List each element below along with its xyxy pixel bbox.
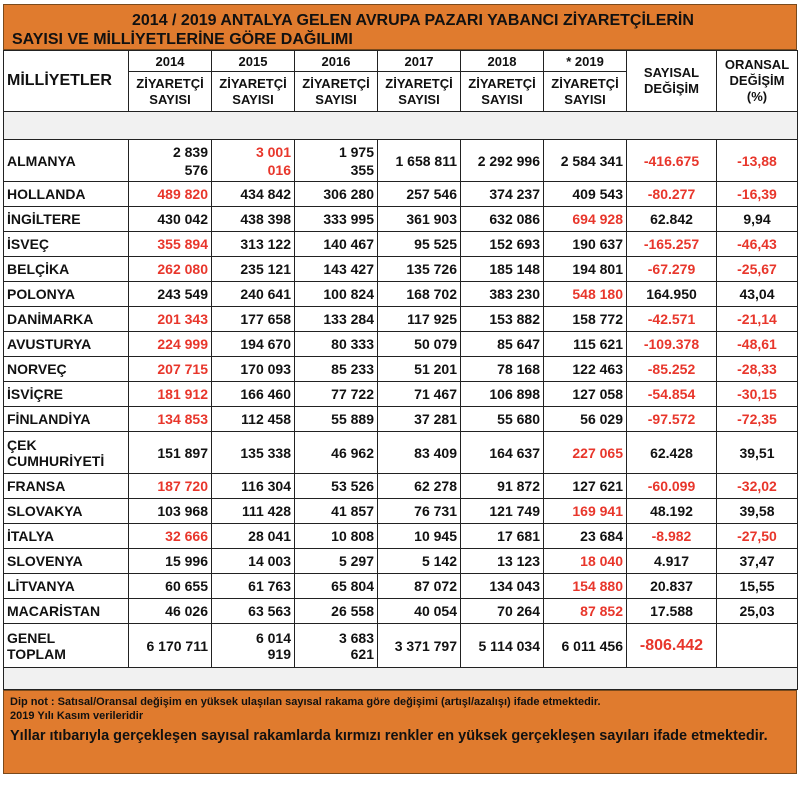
visitor-count-cell: 169 941 [544,499,627,524]
visitor-count-cell: 168 702 [378,282,461,307]
visitor-count-cell: 65 804 [295,574,378,599]
footnote [3,690,797,774]
pct-change-cell: 9,94 [717,207,798,232]
nationality-cell: SLOVENYA [4,549,129,574]
subheader-line: ZİYARETÇİ [385,75,453,91]
visitor-count-cell: 430 042 [129,207,212,232]
nationality-cell: İSVEÇ [4,232,129,257]
total-value-cell: 3 683 621 [295,624,378,668]
visitor-count-cell: 85 233 [295,357,378,382]
numeric-change-cell: -54.854 [627,382,717,407]
pct-change-cell: -30,15 [717,382,798,407]
table-row [4,574,798,599]
visitor-count-cell: 438 398 [212,207,295,232]
title-line-1: 2014 / 2019 ANTALYA GELEN AVRUPA PAZARI YABANCI ZİYARETÇİLERİN [132,12,694,29]
table-row [4,474,798,499]
nationality-cell: BELÇİKA [4,257,129,282]
visitor-count-cell: 207 715 [129,357,212,382]
visitor-count-cell: 46 962 [295,432,378,474]
total-value-cell: 5 114 034 [461,624,544,668]
numeric-change-cell: 62.842 [627,207,717,232]
report-container [3,4,797,774]
total-change-cell: -806.442 [627,624,717,668]
visitor-count-subheader [295,72,378,112]
pct-change-cell: -46,43 [717,232,798,257]
numeric-change-cell: 4.917 [627,549,717,574]
year-header: 2014 [129,51,212,72]
pct-change-cell: -32,02 [717,474,798,499]
visitor-count-cell: 91 872 [461,474,544,499]
footnote-line-1: Dip not : Satısal/Oransal değişim en yüksek ulaşılan sayısal rakama göre değişimi (artışl/azalışı) ifade etmektedir. [10,696,601,708]
visitor-count-cell: 164 637 [461,432,544,474]
footnote-line-3: Yıllar ıtıbarıyla gerçekleşen sayısal rakamlarda kırmızı renkler en yüksek gerçekleşen sayıları ifade etmektedir. [10,728,768,744]
visitor-count-cell: 166 460 [212,382,295,407]
visitor-count-cell: 85 647 [461,332,544,357]
report-title [3,4,797,50]
year-header: 2016 [295,51,378,72]
pct-change-cell: 25,03 [717,599,798,624]
visitor-count-cell: 361 903 [378,207,461,232]
visitor-count-cell: 41 857 [295,499,378,524]
visitor-count-cell: 17 681 [461,524,544,549]
numeric-change-cell: -109.378 [627,332,717,357]
visitor-count-cell: 60 655 [129,574,212,599]
pct-change-cell: -48,61 [717,332,798,357]
subheader-line: ZİYARETÇİ [219,75,287,91]
visitor-count-cell: 5 297 [295,549,378,574]
total-value-cell: 6 011 456 [544,624,627,668]
pct-change-cell: 39,58 [717,499,798,524]
pct-change-cell: 15,55 [717,574,798,599]
visitor-count-cell: 70 264 [461,599,544,624]
visitor-count-cell: 694 928 [544,207,627,232]
table-row [4,182,798,207]
subheader-line: SAYISI [398,91,440,107]
visitor-count-cell: 122 463 [544,357,627,382]
visitor-count-cell: 56 029 [544,407,627,432]
visitor-count-cell: 26 558 [295,599,378,624]
visitor-count-cell: 32 666 [129,524,212,549]
table-row [4,599,798,624]
visitor-count-cell: 83 409 [378,432,461,474]
visitor-count-cell: 374 237 [461,182,544,207]
numeric-change-header: SAYISAL DEĞİŞİM [627,51,717,112]
table-row [4,257,798,282]
subheader-line: SAYISI [564,91,606,107]
visitor-count-cell: 154 880 [544,574,627,599]
visitor-count-cell: 181 912 [129,382,212,407]
visitor-count-cell: 3 001 016 [212,140,295,182]
total-value-cell: 3 371 797 [378,624,461,668]
visitor-count-cell: 333 995 [295,207,378,232]
visitor-count-cell: 37 281 [378,407,461,432]
visitor-count-cell: 135 726 [378,257,461,282]
table-row [4,232,798,257]
visitor-count-cell: 143 427 [295,257,378,282]
nationality-cell: İSVİÇRE [4,382,129,407]
visitor-count-cell: 55 889 [295,407,378,432]
visitor-count-cell: 185 148 [461,257,544,282]
visitor-count-cell: 111 428 [212,499,295,524]
visitor-count-cell: 95 525 [378,232,461,257]
blank-row [4,112,798,140]
visitor-count-cell: 1 658 811 [378,140,461,182]
visitor-count-subheader [544,72,627,112]
year-header: 2018 [461,51,544,72]
visitor-count-cell: 227 065 [544,432,627,474]
visitor-count-cell: 127 621 [544,474,627,499]
pct-change-header [717,51,798,112]
visitor-count-cell: 133 284 [295,307,378,332]
pct-change-header-line: (%) [746,89,768,104]
pct-change-cell: -16,39 [717,182,798,207]
visitor-count-cell: 240 641 [212,282,295,307]
subheader-line: ZİYARETÇİ [302,75,370,91]
visitor-table [3,50,798,690]
subheader-line: SAYISI [481,91,523,107]
visitor-count-cell: 2 839 576 [129,140,212,182]
visitor-count-cell: 10 945 [378,524,461,549]
visitor-count-cell: 87 852 [544,599,627,624]
subheader-line: SAYISI [232,91,274,107]
visitor-count-cell: 63 563 [212,599,295,624]
visitor-count-cell: 10 808 [295,524,378,549]
pct-change-header-line: DEĞİŞİM [729,73,785,88]
total-value-cell: 6 170 711 [129,624,212,668]
visitor-count-cell: 55 680 [461,407,544,432]
table-row [4,282,798,307]
year-header: 2017 [378,51,461,72]
visitor-count-cell: 313 122 [212,232,295,257]
visitor-count-cell: 190 637 [544,232,627,257]
nationality-header: MİLLİYETLER [4,51,129,112]
visitor-count-cell: 78 168 [461,357,544,382]
visitor-count-cell: 201 343 [129,307,212,332]
table-row [4,357,798,382]
pct-change-cell: -13,88 [717,140,798,182]
numeric-change-cell: 164.950 [627,282,717,307]
visitor-count-cell: 2 584 341 [544,140,627,182]
pct-change-cell: 43,04 [717,282,798,307]
table-row [4,207,798,232]
nationality-cell: İTALYA [4,524,129,549]
visitor-count-cell: 306 280 [295,182,378,207]
visitor-count-subheader [461,72,544,112]
table-row [4,382,798,407]
footnote-line-2: 2019 Yılı Kasım verileridir [10,710,144,722]
visitor-count-cell: 18 040 [544,549,627,574]
visitor-count-cell: 112 458 [212,407,295,432]
visitor-count-cell: 262 080 [129,257,212,282]
visitor-count-cell: 177 658 [212,307,295,332]
visitor-count-cell: 13 123 [461,549,544,574]
visitor-count-subheader [378,72,461,112]
pct-change-header-line: ORANSAL [724,57,790,72]
nationality-cell: POLONYA [4,282,129,307]
numeric-change-cell: 48.192 [627,499,717,524]
visitor-count-cell: 548 180 [544,282,627,307]
numeric-change-cell: -165.257 [627,232,717,257]
subheader-line: ZİYARETÇİ [551,75,619,91]
visitor-count-cell: 170 093 [212,357,295,382]
visitor-count-cell: 2 292 996 [461,140,544,182]
numeric-change-cell: -60.099 [627,474,717,499]
visitor-count-cell: 46 026 [129,599,212,624]
visitor-count-cell: 87 072 [378,574,461,599]
visitor-count-subheader [129,72,212,112]
nationality-cell: ALMANYA [4,140,129,182]
visitor-count-cell: 632 086 [461,207,544,232]
visitor-count-cell: 194 801 [544,257,627,282]
table-row [4,432,798,474]
pct-change-cell: -27,50 [717,524,798,549]
visitor-count-cell: 127 058 [544,382,627,407]
pct-change-cell: 39,51 [717,432,798,474]
numeric-change-cell: 62.428 [627,432,717,474]
visitor-count-cell: 121 749 [461,499,544,524]
visitor-count-cell: 152 693 [461,232,544,257]
visitor-count-cell: 409 543 [544,182,627,207]
visitor-count-cell: 23 684 [544,524,627,549]
total-label: GENEL TOPLAM [4,624,129,668]
subheader-line: ZİYARETÇİ [468,75,536,91]
visitor-count-subheader [212,72,295,112]
visitor-count-cell: 116 304 [212,474,295,499]
numeric-change-cell: 20.837 [627,574,717,599]
visitor-count-cell: 383 230 [461,282,544,307]
visitor-count-cell: 355 894 [129,232,212,257]
visitor-count-cell: 151 897 [129,432,212,474]
visitor-count-cell: 194 670 [212,332,295,357]
visitor-count-cell: 1 975 355 [295,140,378,182]
visitor-count-cell: 115 621 [544,332,627,357]
visitor-count-cell: 40 054 [378,599,461,624]
visitor-count-cell: 158 772 [544,307,627,332]
visitor-count-cell: 77 722 [295,382,378,407]
numeric-change-cell: -8.982 [627,524,717,549]
year-header: 2015 [212,51,295,72]
nationality-cell: FİNLANDİYA [4,407,129,432]
visitor-count-cell: 15 996 [129,549,212,574]
total-value-cell: 6 014 919 [212,624,295,668]
visitor-count-cell: 100 824 [295,282,378,307]
nationality-cell: İNGİLTERE [4,207,129,232]
numeric-change-cell: -85.252 [627,357,717,382]
visitor-count-cell: 153 882 [461,307,544,332]
visitor-count-cell: 106 898 [461,382,544,407]
nationality-cell: LİTVANYA [4,574,129,599]
visitor-count-cell: 76 731 [378,499,461,524]
nationality-cell: DANİMARKA [4,307,129,332]
visitor-count-cell: 51 201 [378,357,461,382]
table-row [4,307,798,332]
visitor-count-cell: 134 043 [461,574,544,599]
pct-change-cell: -28,33 [717,357,798,382]
subheader-line: ZİYARETÇİ [136,75,204,91]
visitor-count-cell: 117 925 [378,307,461,332]
table-row [4,140,798,182]
nationality-cell: HOLLANDA [4,182,129,207]
visitor-count-cell: 5 142 [378,549,461,574]
visitor-count-cell: 434 842 [212,182,295,207]
year-header: * 2019 [544,51,627,72]
numeric-change-cell: 17.588 [627,599,717,624]
numeric-change-cell: -416.675 [627,140,717,182]
visitor-count-cell: 187 720 [129,474,212,499]
total-row [4,624,798,668]
visitor-count-cell: 80 333 [295,332,378,357]
visitor-count-cell: 224 999 [129,332,212,357]
visitor-count-cell: 235 121 [212,257,295,282]
nationality-cell: MACARİSTAN [4,599,129,624]
numeric-change-cell: -67.279 [627,257,717,282]
numeric-change-cell: -97.572 [627,407,717,432]
pct-change-cell: -25,67 [717,257,798,282]
table-row [4,549,798,574]
pct-change-cell: -72,35 [717,407,798,432]
pct-change-cell: 37,47 [717,549,798,574]
subheader-line: SAYISI [315,91,357,107]
visitor-count-cell: 28 041 [212,524,295,549]
total-pct-cell [717,624,798,668]
visitor-count-cell: 62 278 [378,474,461,499]
visitor-count-cell: 71 467 [378,382,461,407]
pct-change-cell: -21,14 [717,307,798,332]
visitor-count-cell: 61 763 [212,574,295,599]
nationality-cell: NORVEÇ [4,357,129,382]
nationality-cell: FRANSA [4,474,129,499]
visitor-count-cell: 134 853 [129,407,212,432]
visitor-count-cell: 14 003 [212,549,295,574]
visitor-count-cell: 257 546 [378,182,461,207]
visitor-count-cell: 243 549 [129,282,212,307]
blank-row [4,668,798,690]
visitor-count-cell: 140 467 [295,232,378,257]
title-line-2: SAYISI VE MİLLİYETLERİNE GÖRE DAĞILIMI [12,31,353,48]
table-row [4,332,798,357]
numeric-change-cell: -42.571 [627,307,717,332]
nationality-cell: SLOVAKYA [4,499,129,524]
table-row [4,499,798,524]
table-row [4,407,798,432]
visitor-count-cell: 103 968 [129,499,212,524]
table-row [4,524,798,549]
visitor-count-cell: 50 079 [378,332,461,357]
visitor-count-cell: 489 820 [129,182,212,207]
visitor-count-cell: 135 338 [212,432,295,474]
nationality-cell: ÇEK CUMHURİYETİ [4,432,129,474]
numeric-change-cell: -80.277 [627,182,717,207]
subheader-line: SAYISI [149,91,191,107]
visitor-count-cell: 53 526 [295,474,378,499]
nationality-cell: AVUSTURYA [4,332,129,357]
